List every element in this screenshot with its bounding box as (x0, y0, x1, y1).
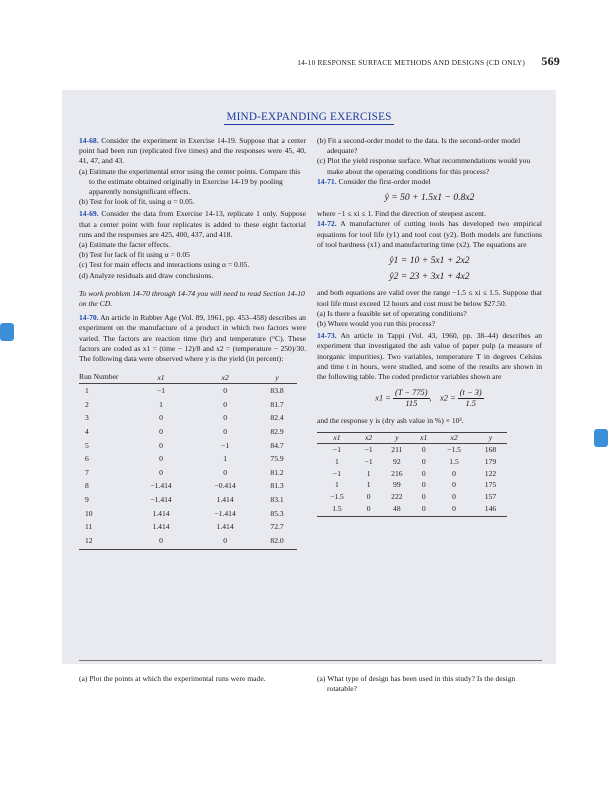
table-cell: 1.5 (449, 456, 459, 466)
table-cell: 0 (421, 504, 426, 514)
table-cell: −1.5 (447, 445, 461, 455)
table-cell: 1 (366, 468, 371, 478)
section-note: To work problem 14-70 through 14-74 you will need to read Section 14-10 on the CD. (79, 288, 305, 309)
table-row (317, 479, 507, 491)
table-cell: 0 (159, 440, 163, 450)
table-cell: −1 (364, 445, 373, 455)
table-cell: −1.414 (214, 508, 236, 518)
table-cell: 0 (223, 535, 227, 545)
table-cell: 82.0 (270, 535, 284, 545)
margin-tab-right[interactable] (594, 429, 608, 447)
right-column (317, 136, 542, 517)
exercise-14-68: 14-68. Consider the experiment in Exercise 14-19. Suppose that a center point had been run (replicated five times) and the responses were 45, 40, 41, 47, and 43. (79, 136, 306, 166)
panel-title: MIND-EXPANDING EXERCISES (226, 111, 392, 123)
ex69-part-b: (b) Test for lack of fit using α = 0.05 (79, 250, 190, 260)
table-cell: 0 (452, 468, 456, 478)
table-row (317, 503, 507, 515)
table-row (79, 507, 297, 521)
th-y-b: y (488, 432, 493, 442)
table-cell: −1 (156, 386, 166, 396)
table-cell: 81.2 (270, 467, 284, 477)
table-cell: 0 (223, 427, 227, 437)
table-row (79, 398, 297, 412)
th-run: Run Number (79, 372, 119, 382)
equation-tool-cost: ŷ2 = 23 + 3x1 + 4x2 (389, 271, 470, 283)
ex70-part-b: (b) Fit a second-order model to the data. Is the second-order model adequate? (317, 136, 521, 156)
th-y: y (275, 372, 279, 382)
ex72-range-text: and both equations are valid over the range −1.5 ≤ xi ≤ 1.5. Suppose that tool life must exceed 12 hours and cost must be below $27.50. (317, 288, 542, 308)
th-x2-a: x2 (365, 432, 373, 442)
equation-tool-life: ŷ1 = 10 + 5x1 + 2x2 (389, 255, 470, 267)
table-cell: 0 (159, 535, 163, 545)
table-row (79, 425, 297, 439)
table-cell: −1.5 (330, 492, 344, 502)
ex68-part-b: (b) Test for look of fit, using α = 0.05. (79, 197, 195, 207)
ex70-part-c: (c) Plot the yield response surface. What recommendations would you make about the operating conditions for this process? (317, 156, 531, 176)
margin-tab-left[interactable] (0, 323, 14, 341)
equation-14-71: ŷ = 50 + 1.5x1 − 0.8x2 (384, 192, 475, 204)
table-cell: 122 (484, 468, 497, 478)
table-cell: 1 (159, 399, 163, 409)
table-cell: 175 (484, 480, 497, 490)
ex72-part-a: (a) Is there a feasible set of operating conditions? (317, 308, 467, 318)
ex72-part-b: (b) Where would you run this process? (317, 319, 435, 329)
exercise-14-71: 14-71. Consider the first-order model (317, 176, 431, 186)
running-header (0, 56, 609, 70)
table-cell: 1.414 (152, 508, 170, 518)
table-cell: 168 (484, 445, 497, 455)
table-row (79, 411, 297, 425)
table-row (79, 439, 297, 453)
table-cell: 75.9 (270, 454, 284, 464)
table-cell: 11 (85, 522, 93, 532)
steepest-ascent-text: where −1 ≤ xi ≤ 1. Find the direction of steepest ascent. (317, 209, 486, 219)
table-row (79, 466, 297, 480)
table-cell: 0 (223, 399, 227, 409)
table-cell: 222 (391, 492, 403, 502)
ex73-part-a: (a) What type of design has been used in this study? Is the design rotatable? (317, 674, 516, 694)
table-cell: 0 (452, 492, 456, 502)
exercise-14-72: 14-72. A manufacturer of cutting tools has developed two empirical equations for tool life (y1) and tool cost (y2). Both models are functions of tool hardness (x1) and manufacturing time (x2). The equations are (317, 219, 542, 249)
table-row (317, 444, 507, 456)
table-cell: 82.9 (270, 427, 284, 437)
table-cell: 0 (421, 445, 426, 455)
table-cell: 48 (393, 504, 401, 514)
exercise-14-70: 14-70. An article in Rubber Age (Vol. 89, 1961, pp. 453–458) describes an experiment on the manufacture of a product in which two factors were varied. The factors are reaction time (hr) and temperature (°C). These factors are coded as x1 = (time − 12)/8 and x2 = (temperature − 250)/30. The following data were observed where y is the yield (in percent): (79, 313, 306, 364)
table-cell: 83.8 (270, 386, 284, 396)
table-cell: 216 (391, 468, 403, 478)
table-cell: 2 (85, 399, 89, 409)
table-cell: 0 (421, 492, 426, 502)
table-cell: 1 (366, 480, 371, 490)
th-x1: x1 (157, 372, 165, 382)
table-cell: −0.414 (214, 481, 236, 491)
th-x1-b: x1 (420, 432, 428, 442)
table-cell: 1.5 (332, 504, 342, 514)
page-number: 569 (541, 54, 560, 68)
th-y-a: y (395, 432, 399, 442)
table-cell: 1 (335, 456, 339, 466)
table-cell: −1 (332, 468, 341, 478)
table-cell: 1.414 (216, 522, 234, 532)
response-note: and the response y is (dry ash value in %) × 10³. (317, 415, 464, 425)
left-column (79, 136, 306, 550)
rubber-age-table (79, 372, 297, 547)
table-cell: 83.1 (270, 495, 284, 505)
ex69-part-c: (c) Test for main effects and interactions using α = 0.05. (79, 260, 250, 270)
table-cell: 157 (484, 492, 497, 502)
table-cell: 0 (159, 454, 163, 464)
table-row (79, 534, 297, 548)
th-x2-b: x2 (450, 432, 458, 442)
table-cell: 0 (159, 427, 163, 437)
table-cell: 6 (85, 454, 89, 464)
table-cell: 81.3 (270, 481, 284, 491)
table-cell: 84.7 (270, 440, 284, 450)
table-row (317, 456, 507, 468)
table-cell: 4 (85, 427, 89, 437)
exercise-14-73: 14-73. An article in Tappi (Vol. 43, 1960, pp. 38–44) describes an experiment that investigated the ash value of paper pulp (a measure of inorganic impurities). Two variables, temperature T in degrees Celsius and time t in hours, were studied, and some of the results are shown in the following table. The coded predictor variables shown are (317, 331, 543, 382)
table-cell: 0 (421, 468, 426, 478)
coding-equations: x1 = $\frac{(T - 775)}{115}$ , x2 = $\frac{(t - 3)}{1.5}$ (375, 388, 482, 409)
table-cell: 0 (366, 504, 371, 514)
table-row (79, 493, 297, 507)
exercise-14-69: 14-69. Consider the data from Exercise 14-13, replicate 1 only. Suppose that a center point with four replicates is added to these eight factorial runs and the responses are 425, 400, 437, and 418. (79, 209, 306, 239)
table-cell: −1 (364, 456, 373, 466)
table-cell: 1 (223, 454, 227, 464)
table-cell: 12 (85, 535, 93, 545)
tappi-table (317, 432, 507, 515)
table-cell: 0 (223, 467, 227, 477)
table-cell: 179 (484, 456, 497, 466)
table-cell: 0 (452, 504, 456, 514)
table-cell: 99 (393, 480, 401, 490)
table-cell: 0 (223, 413, 227, 423)
ex70-part-a: (a) Plot the points at which the experimental runs were made. (79, 674, 266, 683)
table-cell: −1 (221, 440, 230, 450)
table-cell: 0 (366, 492, 371, 502)
table-cell: 0 (452, 480, 456, 490)
table-cell: 0 (421, 480, 426, 490)
table-cell: 92 (393, 456, 401, 466)
th-x2: x2 (221, 372, 229, 382)
right-bottom (317, 674, 542, 694)
table-cell: 1.414 (216, 495, 234, 505)
table-cell: −1.414 (150, 481, 172, 491)
table-cell: 7 (85, 467, 89, 477)
table-cell: −1.414 (150, 495, 172, 505)
table-cell: 0 (159, 467, 163, 477)
table-row (79, 384, 297, 398)
table-cell: 1.414 (152, 522, 170, 532)
table-cell: 1 (85, 386, 89, 396)
ex69-part-d: (d) Analyze residuals and draw conclusions. (79, 270, 214, 280)
table-row (79, 520, 297, 534)
running-title: 14-10 RESPONSE SURFACE METHODS AND DESIGNS (CD ONLY) (297, 58, 525, 67)
table-cell: −1 (332, 445, 341, 455)
left-bottom (79, 674, 306, 684)
table-cell: 9 (85, 495, 89, 505)
table-cell: 81.7 (270, 399, 284, 409)
table-cell: 211 (391, 445, 403, 455)
table-cell: 82.4 (270, 413, 284, 423)
table-cell: 5 (85, 440, 89, 450)
table-row (317, 468, 507, 480)
th-x1-a: x1 (333, 432, 341, 442)
table-row (79, 452, 297, 466)
table-row (79, 479, 297, 493)
table-cell: 0 (421, 456, 426, 466)
table-cell: 10 (85, 508, 93, 518)
exercise-panel (62, 90, 556, 694)
table-cell: 0 (159, 413, 163, 423)
table-cell: 3 (85, 413, 89, 423)
table-cell: 72.7 (270, 522, 284, 532)
bottom-rule (79, 660, 542, 661)
table-cell: 1 (335, 480, 339, 490)
table-cell: 146 (484, 504, 497, 514)
table-row (317, 491, 507, 503)
ex69-part-a: (a) Estimate the facter effects. (79, 240, 171, 250)
table-cell: 85.3 (270, 508, 284, 518)
ex68-part-a: (a) Estimate the experimental error using the center points. Compare this to the estimate obtained originally in Exercise 14-19 by pooling apparently nonsignificant effects. (79, 166, 301, 197)
table-cell: 0 (223, 386, 227, 396)
table-cell: 8 (85, 481, 89, 491)
